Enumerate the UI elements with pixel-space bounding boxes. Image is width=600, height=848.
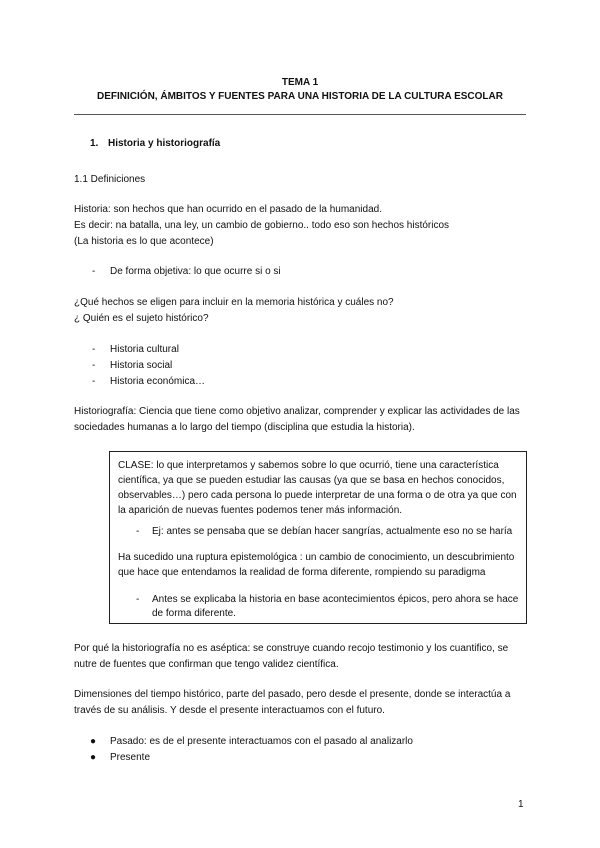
paragraph-line: Dimensiones del tiempo histórico, parte del pasado, pero desde el presente, donde se interactúa a [74,689,511,700]
list-item: Historia económica… [110,376,206,387]
tema-label: TEMA 1 [281,77,319,88]
list-item: Presente [110,752,151,763]
header-divider [74,114,526,115]
box-line: científica, ya que se pueden estudiar las causas (ya que se basa en hechos conocidos, [118,475,505,486]
list-item: Pasado: es de el presente interactuamos con el pasado al analizarlo [110,736,413,747]
paragraph-line: Historia: son hechos que han ocurrido en el pasado de la humanidad. [74,204,382,215]
box-line: la aparición de nuevas fuentes podemos tener más información. [118,505,403,516]
box-line: que hace que entendamos la realidad de forma diferente, rompiendo su paradigma [118,567,486,578]
dash-marker: - [136,594,140,605]
box-list-item: de forma diferente. [152,608,236,619]
paragraph-line: Historiografía: Ciencia que tiene como objetivo analizar, comprender y explicar las actividades de las [74,406,520,417]
dash-marker: - [92,344,96,355]
list-item: Historia social [110,360,173,371]
box-line: CLASE: lo que interpretamos y sabemos sobre lo que ocurrió, tiene una característica [118,460,499,471]
bullet-icon: ● [90,736,97,747]
question-line: ¿ Quién es el sujeto histórico? [74,313,209,324]
paragraph-line: sociedades humanas a lo largo del tiempo (disciplina que estudia la historia). [74,422,415,433]
paragraph-line: nutre de fuentes que confirman que tengo validez científica. [74,659,339,670]
paragraph-line: través de su análisis. Y desde el presente interactuamos con el futuro. [74,705,385,716]
paragraph-line: Por qué la historiografía no es aséptica: se construye cuando recojo testimonio y los cuantifico, se [74,643,509,654]
dash-marker: - [92,360,96,371]
page-number: 1 [518,799,524,810]
paragraph-line: Es decir: na batalla, una ley, un cambio de gobierno.. todo eso son hechos históricos [74,220,450,231]
box-list-item: Antes se explicaba la historia en base acontecimientos épicos, pero ahora se hace [152,594,519,605]
dash-marker: - [136,526,140,537]
bullet-icon: ● [90,752,97,763]
question-line: ¿Qué hechos se eligen para incluir en la memoria histórica y cuáles no? [74,297,394,308]
section-heading: Historia y historiografía [108,138,221,149]
section-number: 1. [90,138,99,149]
dash-marker: - [92,266,96,277]
document-title: DEFINICIÓN, ÁMBITOS Y FUENTES PARA UNA HISTORIA DE LA CULTURA ESCOLAR [97,91,503,102]
list-item: Historia cultural [110,344,179,355]
box-list-item: Ej: antes se pensaba que se debían hacer sangrías, actualmente eso no se haría [152,526,513,537]
subsection-heading: 1.1 Definiciones [74,174,146,185]
dash-marker: - [92,376,96,387]
list-item: De forma objetiva: lo que ocurre si o si [110,266,281,277]
box-line: Ha sucedido una ruptura epistemológica : un cambio de conocimiento, un descubrimiento [118,552,515,563]
paragraph-line: (La historia es lo que acontece) [74,236,214,247]
box-line: observables…) pero cada persona lo puede interpretar de una forma o de otra ya que con [118,490,517,501]
